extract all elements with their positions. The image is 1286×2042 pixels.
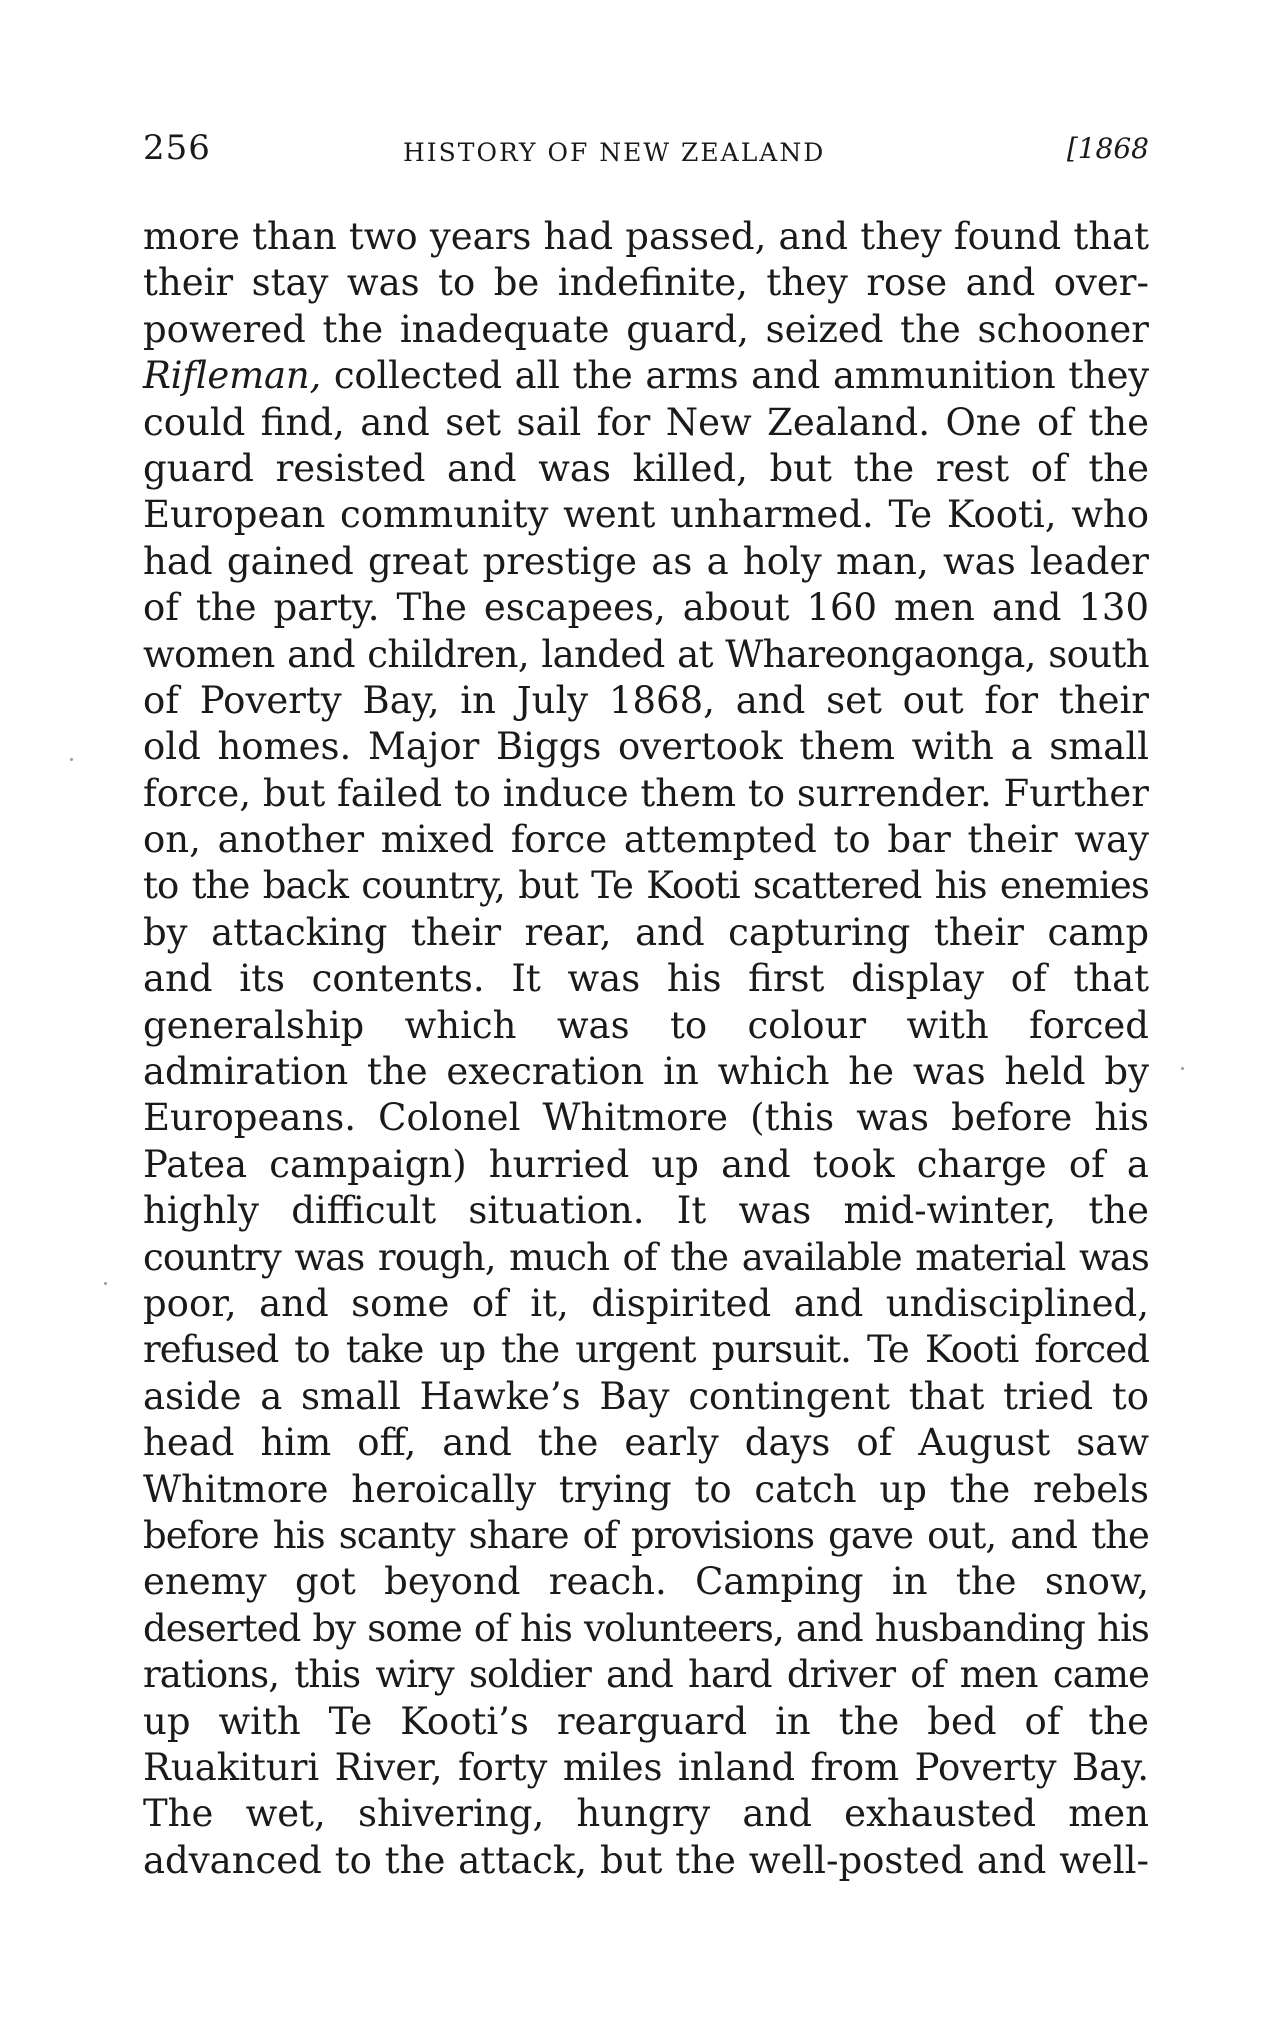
paper-speck xyxy=(70,758,73,761)
running-head xyxy=(143,128,1149,172)
text-line: refused to take up the urgent pursuit. Te Kooti forced xyxy=(143,1328,1149,1372)
paper-speck xyxy=(104,1282,107,1285)
text-line: before his scanty share of provisions gave out, and the xyxy=(143,1513,1149,1557)
text-line: admiration the execration in which he was held by xyxy=(143,1050,1149,1094)
text-line: deserted by some of his volunteers, and husbanding his xyxy=(143,1606,1149,1650)
text-line: powered the inadequate guard, seized the schooner xyxy=(143,307,1149,351)
body-text xyxy=(143,214,1149,1884)
text-line: women and children, landed at Whareongaonga, south xyxy=(143,632,1149,676)
text-line: Europeans. Colonel Whitmore (this was before his xyxy=(143,1096,1149,1140)
page-number: 256 xyxy=(143,128,211,168)
text-line: on, another mixed force attempted to bar their way xyxy=(143,818,1149,862)
text-line xyxy=(143,353,1149,399)
text-line: aside a small Hawke’s Bay contingent that tried to xyxy=(143,1374,1149,1418)
paper-speck xyxy=(1181,1067,1184,1070)
text-line: Ruakituri River, forty miles inland from Poverty Bay. xyxy=(143,1745,1149,1789)
text-line: highly difficult situation. It was mid-winter, the xyxy=(143,1189,1149,1233)
text-line: force, but failed to induce them to surrender. Further xyxy=(143,771,1149,815)
text-line: Patea campaign) hurried up and took charge of a xyxy=(143,1142,1149,1186)
text-line: enemy got beyond reach. Camping in the snow, xyxy=(143,1560,1149,1604)
text-line: old homes. Major Biggs overtook them with a small xyxy=(143,725,1149,769)
text-line: rations, this wiry soldier and hard driver of men came xyxy=(143,1653,1149,1697)
text-line: advanced to the attack, but the well-posted and well- xyxy=(143,1838,1149,1882)
running-title: HISTORY OF NEW ZEALAND xyxy=(403,138,826,167)
text-line: poor, and some of it, dispirited and undisciplined, xyxy=(143,1281,1149,1325)
text-line: guard resisted and was killed, but the rest of the xyxy=(143,446,1149,490)
text-line: could find, and set sail for New Zealand. One of the xyxy=(143,400,1149,444)
text-line: and its contents. It was his first display of that xyxy=(143,957,1149,1001)
text-line: country was rough, much of the available material was xyxy=(143,1235,1149,1279)
text-line: The wet, shivering, hungry and exhausted men xyxy=(143,1792,1149,1836)
ship-name-italic: Rifleman, xyxy=(143,354,322,398)
running-year: [1868 xyxy=(1066,132,1149,165)
text-line: to the back country, but Te Kooti scattered his enemies xyxy=(143,864,1149,908)
text-line: by attacking their rear, and capturing their camp xyxy=(143,910,1149,954)
text-line: of Poverty Bay, in July 1868, and set out for their xyxy=(143,678,1149,722)
text-line: European community went unharmed. Te Kooti, who xyxy=(143,493,1149,537)
text-line: generalship which was to colour with forced xyxy=(143,1003,1149,1047)
text-line: of the party. The escapees, about 160 men and 130 xyxy=(143,586,1149,630)
text-line: up with Te Kooti’s rearguard in the bed of the xyxy=(143,1699,1149,1743)
text-line: more than two years had passed, and they found that xyxy=(143,215,1149,258)
text-line: head him off, and the early days of August saw xyxy=(143,1421,1149,1465)
text-line: had gained great prestige as a holy man, was leader xyxy=(143,539,1149,583)
text-line: their stay was to be indefinite, they rose and over- xyxy=(143,261,1149,305)
text-segment: collected all the arms and ammunition they xyxy=(321,354,1149,398)
text-line: Whitmore heroically trying to catch up the rebels xyxy=(143,1467,1149,1511)
